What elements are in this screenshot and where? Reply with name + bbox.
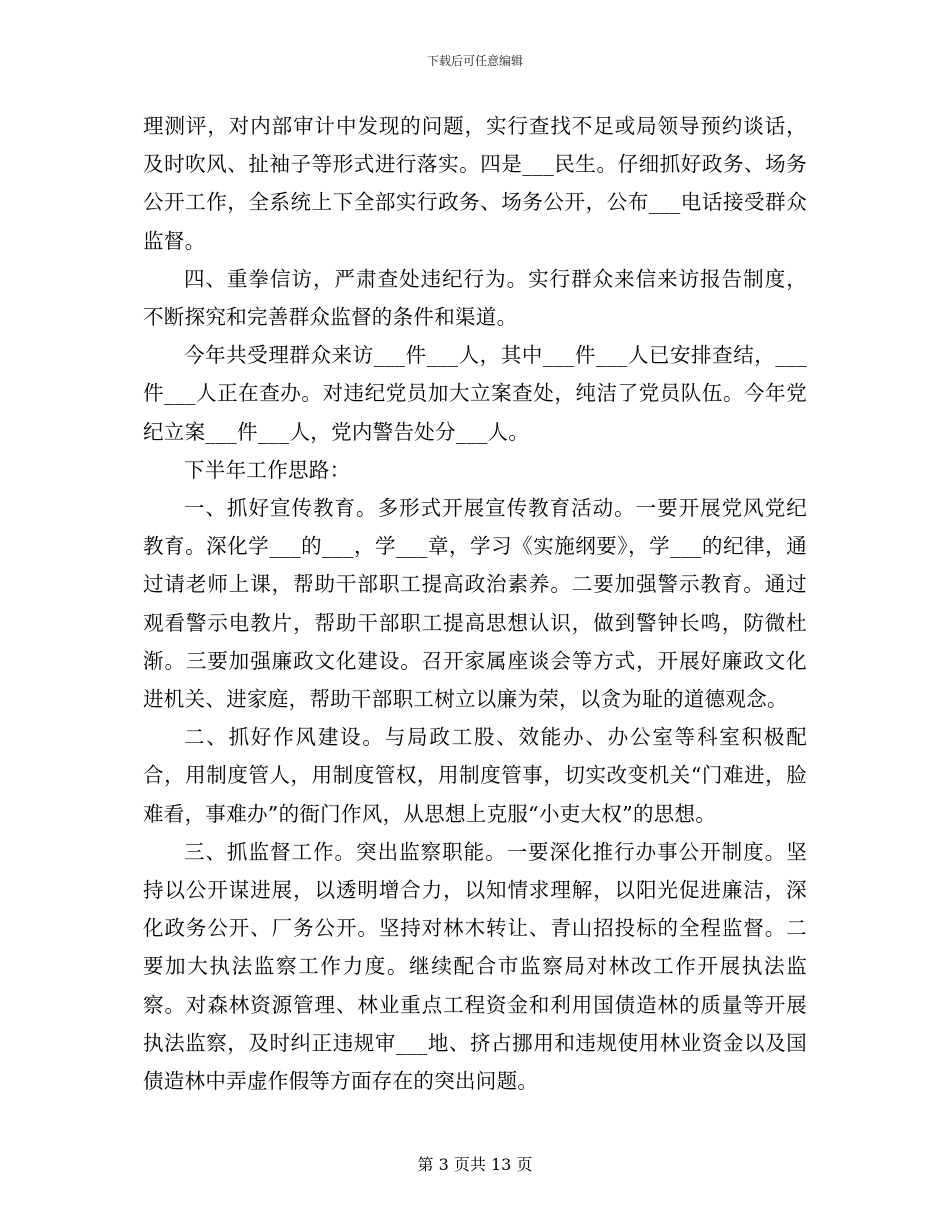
paragraph: 三、抓监督工作。突出监察职能。一要深化推行办事公开制度。坚持以公开谋进展，以透明增合力，以知情求理解，以阳光促进廉洁，深化政务公开、厂务公开。坚持对林木转让、青山招投标的全程监督。二要加大执法监察工作力度。继续配合市监察局对林改工作开展执法监察。对森林资源管理、林业重点工程资金和利用国债造林的质量等开展执法监察，及时纠正违规审___地、挤占挪用和违规使用林业资金以及国债造林中弄虚作假等方面存在的突出问题。 bbox=[143, 839, 807, 1094]
paragraph: 今年共受理群众来访___件___人，其中___件___人已安排查结，___件___人正在查办。对违纪党员加大立案查处，纯洁了党员队伍。今年党纪立案___件___人，党内警告处分___人。 bbox=[143, 343, 807, 444]
page-header-note: 下载后可任意编辑 bbox=[426, 54, 523, 68]
document-body bbox=[143, 107, 807, 1100]
paragraph: 理测评，对内部审计中发现的问题，实行查找不足或局领导预约谈话，及时吹风、扯袖子等形式进行落实。四是___民生。仔细抓好政务、场务公开工作，全系统上下全部实行政务、场务公开，公布___电话接受群众监督。 bbox=[143, 114, 807, 253]
paragraph: 二、抓好作风建设。与局政工股、效能办、办公室等科室积极配合，用制度管人，用制度管权，用制度管事，切实改变机关“门难进，脸难看，事难办”的衙门作风，从思想上克服“小吏大权”的思想。 bbox=[143, 725, 807, 826]
page-number-footer: 第 3 页共 13 页 bbox=[417, 1155, 533, 1174]
paragraph: 一、抓好宣传教育。多形式开展宣传教育活动。一要开展党风党纪教育。深化学___的___，学___章，学习《实施纲要》，学___的纪律，通过请老师上课，帮助干部职工提高政治素养。二要加强警示教育。通过观看警示电教片，帮助干部职工提高思想认识，做到警钟长鸣，防微杜渐。三要加强廉政文化建设。召开家属座谈会等方式，开展好廉政文化进机关、进家庭，帮助干部职工树立以廉为荣，以贪为耻的道德观念。 bbox=[143, 496, 807, 712]
paragraph: 四、重拳信访，严肃查处违纪行为。实行群众来信来访报告制度，不断探究和完善群众监督的条件和渠道。 bbox=[143, 266, 807, 330]
paragraph: 下半年工作思路： bbox=[184, 457, 351, 482]
